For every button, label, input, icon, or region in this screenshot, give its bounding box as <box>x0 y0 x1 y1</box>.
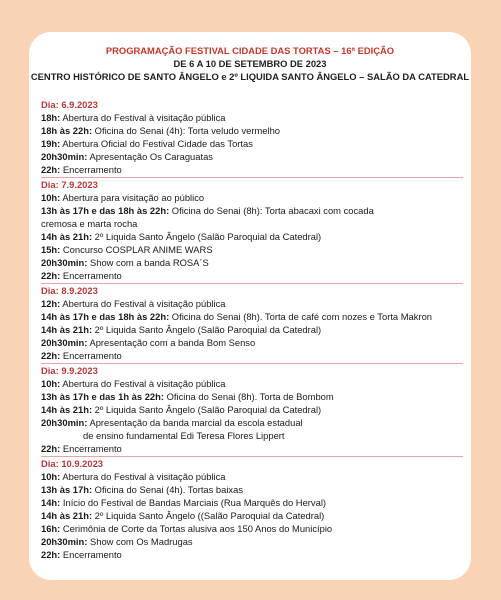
schedule-event <box>41 256 463 269</box>
schedule-event <box>41 336 463 349</box>
event-description: 2º Liquida Santo Ângelo ((Salão Paroquial da Catedral) <box>92 510 325 521</box>
schedule-event <box>41 230 463 243</box>
event-time: 22h: <box>41 350 61 361</box>
schedule-event <box>41 150 463 163</box>
event-description-continued: de ensino fundamental Edi Teresa Flores Lippert <box>83 430 285 441</box>
event-time: 22h: <box>41 270 61 281</box>
event-description: Oficina do Senai (8h). Torta de Bombom <box>163 391 334 402</box>
day-section <box>41 284 463 364</box>
event-description: Oficina do Senai (4h). Tortas baixas <box>92 484 244 495</box>
schedule-event <box>41 310 463 323</box>
schedule-event <box>41 243 463 256</box>
event-time: 22h: <box>41 164 61 175</box>
event-time: 14h às 17h e das 18h às 22h: <box>41 311 170 322</box>
event-time: 20h30min: <box>41 257 88 268</box>
day-label: Dia: 8.9.2023 <box>41 285 98 296</box>
event-description: Encerramento <box>60 549 122 560</box>
event-description: 2º Liquida Santo Ângelo (Salão Paroquial da Catedral) <box>92 404 322 415</box>
event-description: Apresentação da banda marcial da escola estadual <box>87 417 303 428</box>
event-description: 2º Liquida Santo Ângelo (Salão Paroquial da Catedral) <box>92 231 322 242</box>
schedule-event <box>41 204 463 217</box>
day-section <box>41 178 463 284</box>
program-header <box>29 32 471 83</box>
event-description: Oficina do Senai (8h). Torta de café com nozes e Torta Makron <box>169 311 433 322</box>
event-time: 13h às 17h e das 1h às 22h: <box>41 391 164 402</box>
event-time: 10h: <box>41 471 61 482</box>
schedule-event <box>41 522 463 535</box>
event-description: Abertura para visitação ao público <box>60 192 205 203</box>
event-description: Apresentação com a banda Bom Senso <box>87 337 256 348</box>
day-label: Dia: 9.9.2023 <box>41 365 98 376</box>
event-description: Oficina do Senai (4h): Torta veludo vermelho <box>92 125 281 136</box>
event-time: 22h: <box>41 443 61 454</box>
event-time: 18h às 22h: <box>41 125 93 136</box>
day-section <box>41 364 463 457</box>
event-time: 14h às 21h: <box>41 404 93 415</box>
schedule-event <box>41 323 463 336</box>
event-description: Encerramento <box>60 443 122 454</box>
day-section <box>41 98 463 178</box>
schedule-event <box>41 483 463 496</box>
event-time: 14h às 21h: <box>41 231 93 242</box>
event-time: 20h30min: <box>41 337 88 348</box>
event-time: 16h: <box>41 523 61 534</box>
schedule-event <box>41 349 463 362</box>
event-description: Show com Os Madrugas <box>87 536 193 547</box>
event-time: 14h às 21h: <box>41 324 93 335</box>
event-time: 12h: <box>41 298 61 309</box>
event-time: 14h: <box>41 497 61 508</box>
schedule-event <box>41 470 463 483</box>
event-time: 20h30min: <box>41 151 88 162</box>
schedule-event <box>41 442 463 455</box>
event-description: 2º Liquida Santo Ângelo (Salão Paroquial da Catedral) <box>92 324 322 335</box>
program-dates: DE 6 A 10 DE SETEMBRO DE 2023 <box>173 58 327 69</box>
event-time: 13h às 17h e das 18h às 22h: <box>41 205 170 216</box>
schedule-event <box>41 390 463 403</box>
event-description: Abertura do Festival à visitação pública <box>60 298 226 309</box>
schedule-list <box>41 98 463 561</box>
schedule-event <box>41 163 463 176</box>
program-card <box>29 32 471 580</box>
event-description: Abertura do Festival à visitação pública <box>60 112 226 123</box>
event-time: 19h: <box>41 138 61 149</box>
event-description-continued: cremosa e marta rocha <box>41 218 138 229</box>
event-description: Encerramento <box>60 350 122 361</box>
schedule-event <box>41 416 463 429</box>
day-label: Dia: 7.9.2023 <box>41 179 98 190</box>
schedule-event <box>41 535 463 548</box>
schedule-event <box>41 297 463 310</box>
schedule-event <box>41 403 463 416</box>
schedule-event <box>41 269 463 282</box>
event-description: Apresentação Os Caraguatas <box>87 151 213 162</box>
schedule-event <box>41 191 463 204</box>
event-description: Abertura do Festival à visitação pública <box>60 378 226 389</box>
event-time: 18h: <box>41 112 61 123</box>
program-title: PROGRAMAÇÃO FESTIVAL CIDADE DAS TORTAS – 16ª EDIÇÃO <box>105 45 395 56</box>
schedule-event <box>41 124 463 137</box>
event-description: Encerramento <box>60 270 122 281</box>
day-label: Dia: 10.9.2023 <box>41 458 104 469</box>
event-time: 15h: <box>41 244 61 255</box>
event-description: Abertura Oficial do Festival Cidade das Tortas <box>60 138 253 149</box>
event-time: 13h às 17h: <box>41 484 93 495</box>
program-location: CENTRO HISTÓRICO DE SANTO ÂNGELO e 2º LIQUIDA SANTO ÂNGELO – SALÃO DA CATEDRAL <box>30 71 470 82</box>
event-time: 10h: <box>41 192 61 203</box>
event-description: Oficina do Senai (8h): Torta abacaxi com cocada <box>169 205 374 216</box>
day-section <box>41 457 463 561</box>
event-time: 20h30min: <box>41 417 88 428</box>
schedule-event <box>41 509 463 522</box>
event-description: Abertura do Festival à visitação pública <box>60 471 226 482</box>
event-description: Cerimônia de Corte da Tortas alusiva aos 150 Anos do Município <box>60 523 333 534</box>
day-label: Dia: 6.9.2023 <box>41 99 98 110</box>
schedule-event <box>41 548 463 561</box>
schedule-event <box>41 496 463 509</box>
event-description: Início do Festival de Bandas Marciais (Rua Marquês do Herval) <box>60 497 327 508</box>
event-description: Show com a banda ROSA´S <box>87 257 209 268</box>
event-time: 22h: <box>41 549 61 560</box>
event-description: Encerramento <box>60 164 122 175</box>
event-description: Concurso COSPLAR ANIME WARS <box>60 244 213 255</box>
event-time: 14h às 21h: <box>41 510 93 521</box>
event-time: 10h: <box>41 378 61 389</box>
schedule-event <box>41 377 463 390</box>
schedule-event <box>41 137 463 150</box>
schedule-event <box>41 111 463 124</box>
event-time: 20h30min: <box>41 536 88 547</box>
